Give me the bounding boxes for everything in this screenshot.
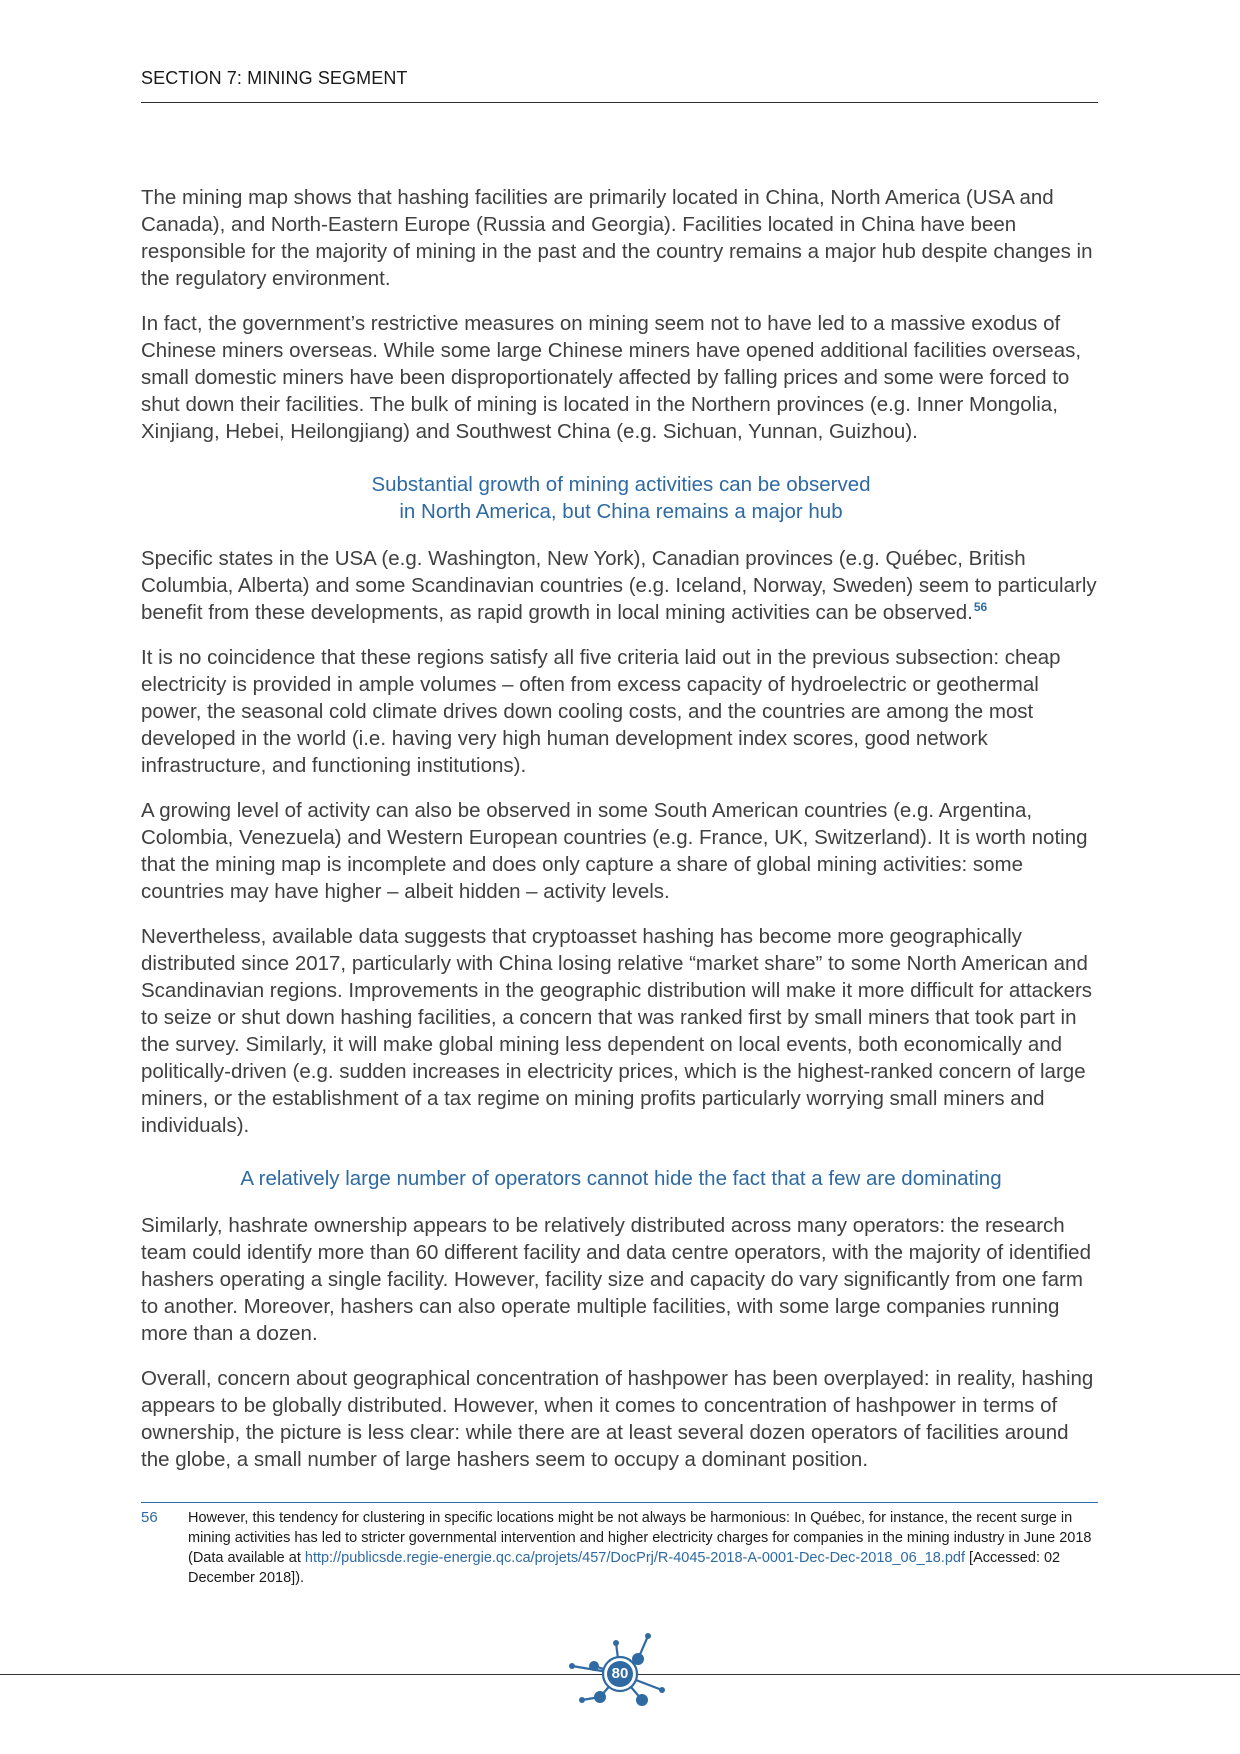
paragraph-4: It is no coincidence that these regions satisfy all five criteria laid out in the previous subsection: cheap electricity is provided in ample volumes – often from excess capacity of hydroelectric or geothermal power, the seasonal cold climate drives down cooling costs, and the countries are among the most developed in the world (i.e. having very high human development index scores, good network infrastructure, and functioning institutions).: [141, 646, 1061, 777]
pull-quote-1: [141, 471, 1101, 525]
footnote-divider: [141, 1502, 1098, 1503]
paragraph-8: Overall, concern about geographical concentration of hashpower has been overplayed: in reality, hashing appears to be globally distributed. However, when it comes to concentration of hashpower in terms of ownership, the picture is less clear: while there are at least several dozen operators of facilities around the globe, a small number of large hashers seem to occupy a dominant position.: [141, 1367, 1094, 1471]
section-title: SECTION 7: MINING SEGMENT: [141, 68, 408, 88]
pull-quote-2-text: A relatively large number of operators cannot hide the fact that a few are dominating: [240, 1167, 1002, 1190]
footnote-56: [141, 1508, 1098, 1588]
footnote-text: [188, 1508, 1098, 1588]
paragraph-5: A growing level of activity can also be observed in some South American countries (e.g. Argentina, Colombia, Venezuela) and Western European countries (e.g. France, UK, Switzerland). It is worth noting that the mining map is incomplete and does only capture a share of global mining activities: some countries may have higher – albeit hidden – activity levels.: [141, 799, 1088, 903]
pull-quote-1-line-2: in North America, but China remains a major hub: [399, 500, 843, 523]
paragraph-3: [141, 545, 1101, 626]
footnote-accessed: [Accessed: 02 December 2018]).: [188, 1550, 1061, 1586]
footnote-number: 56: [141, 1509, 158, 1526]
page-number: 80: [611, 1665, 629, 1682]
paragraph-6: Nevertheless, available data suggests that cryptoasset hashing has become more geographically distributed since 2017, particularly with China losing relative “market share” to some North American and Scandinavian regions. Improvements in the geographic distribution will make it more difficult for attackers to seize or shut down hashing facilities, a concern that was ranked first by small miners that took part in the survey. Similarly, it will make global mining less dependent on local events, both economically and politically-driven (e.g. sudden increases in electricity prices, which is the highest-ranked concern of large miners, or the establishment of a tax regime on mining profits particularly worrying small miners and individuals).: [141, 925, 1093, 1137]
footnote-link[interactable]: http://publicsde.regie-energie.qc.ca/projets/457/DocPrj/R-4045-2018-A-0001-Dec-Dec-2018_06_18.pdf: [304, 1550, 966, 1566]
pull-quote-2: [141, 1165, 1101, 1192]
paragraph-2: In fact, the government’s restrictive measures on mining seem not to have led to a massive exodus of Chinese miners overseas. While some large Chinese miners have opened additional facilities overseas, small domestic miners have been disproportionately affected by falling prices and some were forced to shut down their facilities. The bulk of mining is located in the Northern provinces (e.g. Inner Mongolia, Xinjiang, Hebei, Heilongjiang) and Southwest China (e.g. Sichuan, Yunnan, Guizhou).: [141, 312, 1082, 443]
main-content: [141, 184, 1101, 1491]
footnote-reference-56[interactable]: 56: [973, 600, 988, 615]
pull-quote-1-line-1: Substantial growth of mining activities can be observed: [371, 473, 871, 496]
paragraph-7: Similarly, hashrate ownership appears to be relatively distributed across many operators: the research team could identify more than 60 different facility and data centre operators, with the majority of identified hashers operating a single facility. However, facility size and capacity do vary significantly from one farm to another. Moreover, hashers can also operate multiple facilities, with some large companies running more than a dozen.: [141, 1214, 1091, 1345]
footnote-body: However, this tendency for clustering in specific locations might be not always be harmonious: In Québec, for instance, the recent surge in mining activities has led to stricter governmental intervention and higher electricity charges for companies in the mining industry in June 2018 (Data available at: [188, 1510, 1092, 1566]
paragraph-1: The mining map shows that hashing facilities are primarily located in China, North America (USA and Canada), and North-Eastern Europe (Russia and Georgia). Facilities located in China have been responsible for the majority of mining in the past and the country remains a major hub despite changes in the regulatory environment.: [141, 186, 1093, 290]
paragraph-3-text: Specific states in the USA (e.g. Washington, New York), Canadian provinces (e.g. Québec, British Columbia, Alberta) and some Scandinavian countries (e.g. Iceland, Norway, Sweden) seem to particularly benefit from these developments, as rapid growth in local mining activities can be observed.: [141, 547, 1097, 624]
page-header: [141, 66, 1098, 103]
